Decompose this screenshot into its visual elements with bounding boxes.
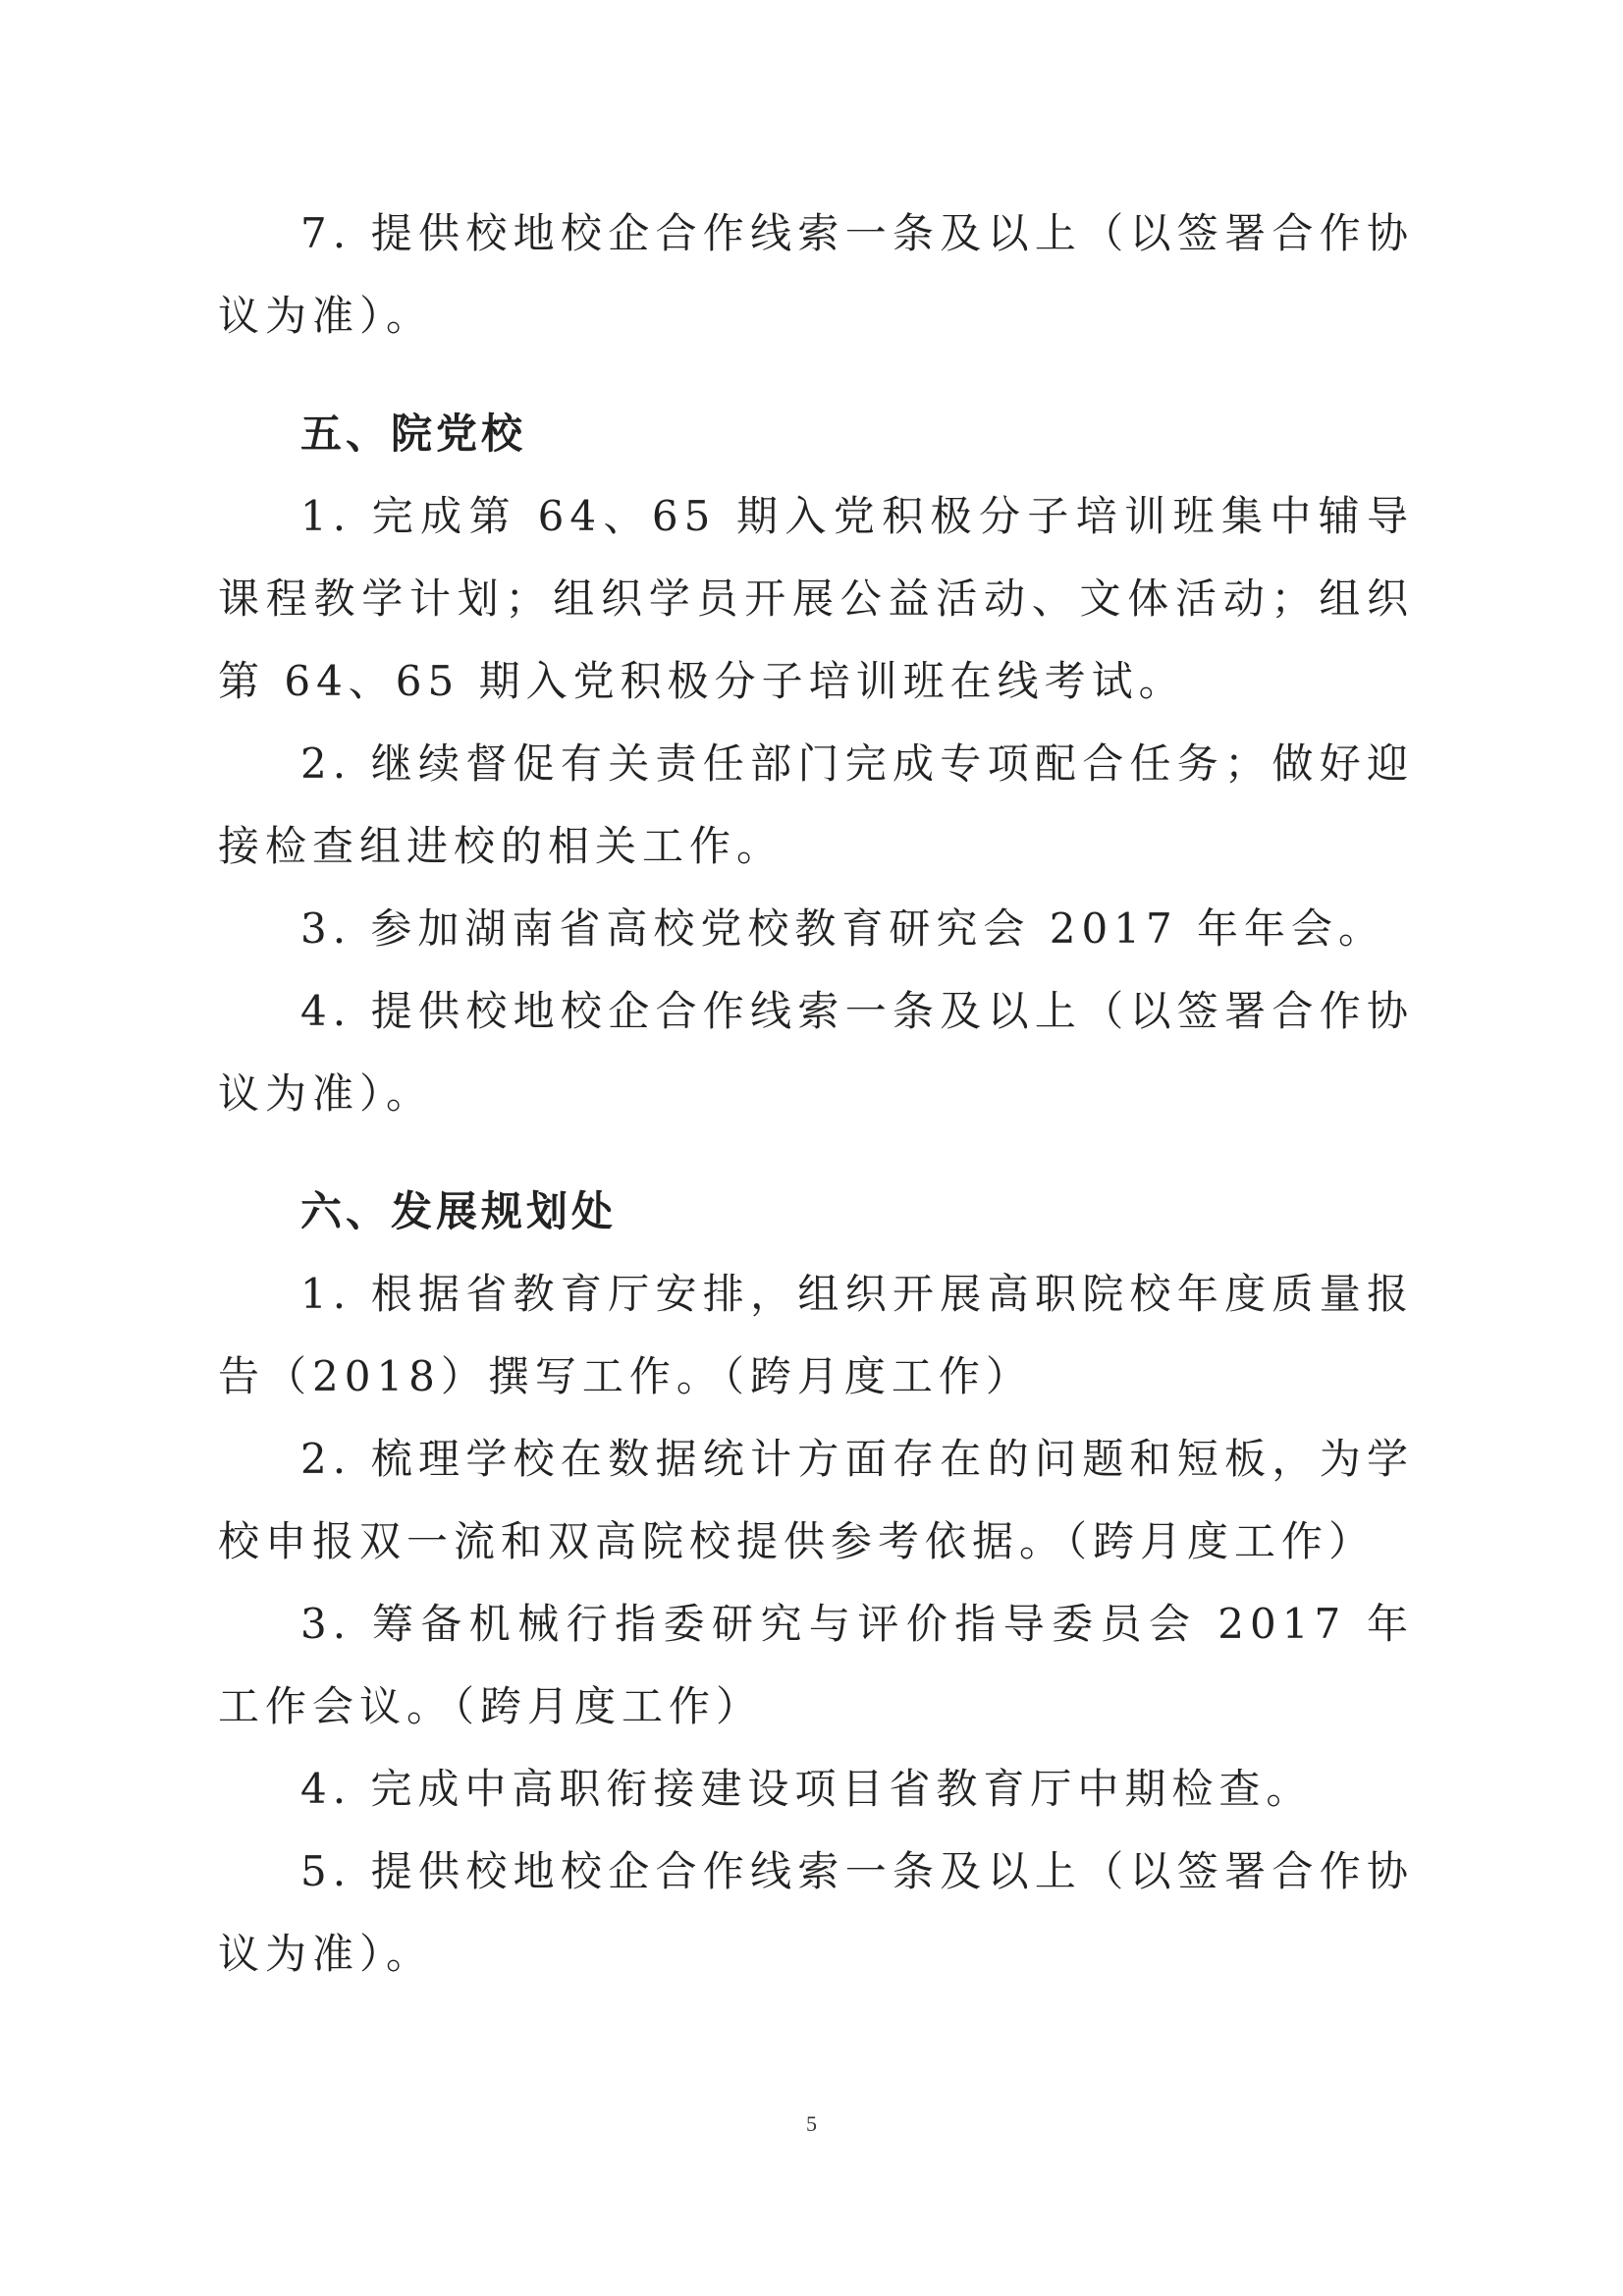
paragraph-item: 3. 参加湖南省高校党校教育研究会 2017 年年会。 (300, 904, 1386, 953)
paragraph-item: 2. 梳理学校在数据统计方面存在的问题和短板，为学校申报双一流和双高院校提供参考依据。（跨月度工作） (218, 1435, 1414, 1565)
paragraph-item: 5. 提供校地校企合作线索一条及以上（以签署合作协议为准）。 (218, 1847, 1414, 1978)
paragraph-item: 4. 完成中高职衔接建设项目省教育厅中期检查。 (300, 1765, 1314, 1813)
document-body (218, 192, 1414, 1995)
section-gap (218, 1135, 1414, 1171)
paragraph-item: 2. 继续督促有关责任部门完成专项配合任务；做好迎接检查组进校的相关工作。 (218, 739, 1414, 870)
paragraph-item: 1. 根据省教育厅安排，组织开展高职院校年度质量报告（2018）撰写工作。（跨月度工作） (218, 1270, 1414, 1400)
paragraph-item: 7. 提供校地校企合作线索一条及以上（以签署合作协议为准）。 (218, 209, 1414, 340)
section-heading-development-planning: 六、发展规划处 (300, 1187, 618, 1235)
paragraph-item: 4. 提供校地校企合作线索一条及以上（以签署合作协议为准）。 (218, 987, 1414, 1118)
paragraph-item: 1. 完成第 64、65 期入党积极分子培训班集中辅导课程教学计划；组织学员开展公益活动、文体活动；组织第 64、65 期入党积极分子培训班在线考试。 (218, 492, 1414, 705)
paragraph-item: 3. 筹备机械行指委研究与评价指导委员会 2017 年工作会议。（跨月度工作） (218, 1600, 1414, 1730)
page-number: 5 (806, 2111, 817, 2136)
section-gap (218, 357, 1414, 393)
section-heading-party-school: 五、院党校 (300, 410, 527, 458)
